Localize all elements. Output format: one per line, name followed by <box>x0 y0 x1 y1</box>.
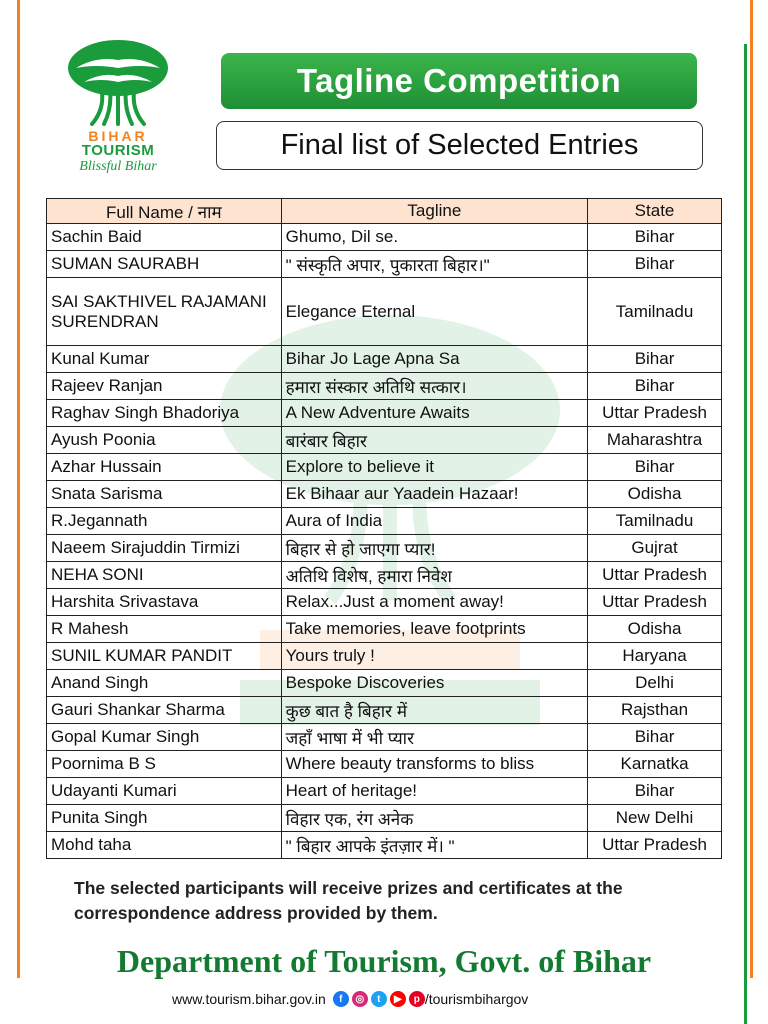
cell-state: Haryana <box>588 643 722 670</box>
cell-tagline: Heart of heritage! <box>281 778 587 805</box>
cell-name: Ayush Poonia <box>47 427 282 454</box>
table-row <box>47 724 722 751</box>
cell-state: Tamilnadu <box>588 278 722 346</box>
cell-name: Raghav Singh Bhadoriya <box>47 400 282 427</box>
table-row <box>47 427 722 454</box>
cell-name: Kunal Kumar <box>47 346 282 373</box>
table-row <box>47 400 722 427</box>
table-row <box>47 224 722 251</box>
cell-name: Punita Singh <box>47 805 282 832</box>
cell-name: SUNIL KUMAR PANDIT <box>47 643 282 670</box>
cell-state: Delhi <box>588 670 722 697</box>
bihar-tourism-logo <box>58 38 178 188</box>
cell-name: R Mahesh <box>47 616 282 643</box>
cell-tagline: बारंबार बिहार <box>281 427 587 454</box>
prize-note: The selected participants will receive prizes and certificates at the correspondence address provided by them. <box>74 878 623 923</box>
column-header-tagline: Tagline <box>281 199 587 224</box>
cell-state: New Delhi <box>588 805 722 832</box>
table-row <box>47 616 722 643</box>
cell-tagline: Relax...Just a moment away! <box>281 589 587 616</box>
table-row <box>47 751 722 778</box>
cell-state: Uttar Pradesh <box>588 832 722 859</box>
table-row <box>47 454 722 481</box>
cell-state: Maharashtra <box>588 427 722 454</box>
right-accent-line-orange <box>750 0 753 978</box>
cell-state: Bihar <box>588 778 722 805</box>
column-header-state: State <box>588 199 722 224</box>
cell-tagline: बिहार से हो जाएगा प्यार! <box>281 535 587 562</box>
cell-name: Naeem Sirajuddin Tirmizi <box>47 535 282 562</box>
table-row <box>47 278 722 346</box>
left-accent-line <box>17 0 20 978</box>
cell-state: Tamilnadu <box>588 508 722 535</box>
cell-name: Gauri Shankar Sharma <box>47 697 282 724</box>
table-row <box>47 643 722 670</box>
cell-tagline: Bihar Jo Lage Apna Sa <box>281 346 587 373</box>
cell-state: Bihar <box>588 724 722 751</box>
cell-state: Uttar Pradesh <box>588 589 722 616</box>
cell-state: Gujrat <box>588 535 722 562</box>
cell-name: Sachin Baid <box>47 224 282 251</box>
cell-name: Udayanti Kumari <box>47 778 282 805</box>
logo-text-bihar: BIHAR <box>88 128 148 144</box>
cell-state: Bihar <box>588 251 722 278</box>
cell-name: Harshita Srivastava <box>47 589 282 616</box>
cell-name: SUMAN SAURABH <box>47 251 282 278</box>
table-row <box>47 535 722 562</box>
table-row <box>47 778 722 805</box>
table-row <box>47 508 722 535</box>
table-row <box>47 832 722 859</box>
cell-name: Snata Sarisma <box>47 481 282 508</box>
social-icons <box>330 991 425 1007</box>
cell-name: Anand Singh <box>47 670 282 697</box>
cell-tagline: Where beauty transforms to bliss <box>281 751 587 778</box>
cell-name: Rajeev Ranjan <box>47 373 282 400</box>
cell-state: Odisha <box>588 616 722 643</box>
cell-tagline: कुछ बात है बिहार में <box>281 697 587 724</box>
table-row <box>47 562 722 589</box>
cell-state: Bihar <box>588 224 722 251</box>
table-row <box>47 670 722 697</box>
logo-text-tourism: TOURISM <box>81 142 155 159</box>
table-row <box>47 373 722 400</box>
column-header-name: Full Name / नाम <box>47 199 282 224</box>
youtube-icon[interactable]: ▶ <box>390 991 406 1007</box>
social-handle[interactable]: /tourismbihargov <box>424 991 529 1007</box>
cell-name: Azhar Hussain <box>47 454 282 481</box>
page-subtitle: Final list of Selected Entries <box>216 121 703 170</box>
cell-tagline: Take memories, leave footprints <box>281 616 587 643</box>
cell-name: Poornima B S <box>47 751 282 778</box>
cell-tagline: Elegance Eternal <box>281 278 587 346</box>
twitter-icon[interactable]: t <box>371 991 387 1007</box>
cell-name: Mohd taha <box>47 832 282 859</box>
table-row <box>47 346 722 373</box>
cell-tagline: Ghumo, Dil se. <box>281 224 587 251</box>
cell-name: R.Jegannath <box>47 508 282 535</box>
page-title: Tagline Competition <box>221 53 697 109</box>
website-link[interactable]: www.tourism.bihar.gov.in <box>172 991 326 1007</box>
cell-state: Rajsthan <box>588 697 722 724</box>
cell-tagline: विहार एक, रंग अनेक <box>281 805 587 832</box>
cell-tagline: Yours truly ! <box>281 643 587 670</box>
pinterest-icon[interactable]: p <box>409 991 425 1007</box>
cell-tagline: A New Adventure Awaits <box>281 400 587 427</box>
cell-state: Odisha <box>588 481 722 508</box>
selected-entries-table <box>46 198 722 859</box>
table-row <box>47 805 722 832</box>
cell-tagline: " बिहार आपके इंतज़ार में। " <box>281 832 587 859</box>
cell-name: NEHA SONI <box>47 562 282 589</box>
cell-state: Bihar <box>588 454 722 481</box>
cell-tagline: " संस्कृति अपार, पुकारता बिहार।" <box>281 251 587 278</box>
cell-tagline: हमारा संस्कार अतिथि सत्कार। <box>281 373 587 400</box>
cell-state: Bihar <box>588 346 722 373</box>
cell-state: Karnatka <box>588 751 722 778</box>
footer-contact <box>172 989 528 1009</box>
right-accent-line-green <box>744 44 747 1024</box>
cell-state: Bihar <box>588 373 722 400</box>
tree-icon <box>66 38 170 126</box>
department-name: Department of Tourism, Govt. of Bihar <box>116 943 652 979</box>
cell-tagline: Explore to believe it <box>281 454 587 481</box>
instagram-icon[interactable]: ◎ <box>352 991 368 1007</box>
cell-name: SAI SAKTHIVEL RAJAMANI SURENDRAN <box>47 278 282 346</box>
cell-tagline: Ek Bihaar aur Yaadein Hazaar! <box>281 481 587 508</box>
cell-tagline: Aura of India <box>281 508 587 535</box>
table-row <box>47 481 722 508</box>
cell-state: Uttar Pradesh <box>588 400 722 427</box>
facebook-icon[interactable]: f <box>333 991 349 1007</box>
cell-state: Uttar Pradesh <box>588 562 722 589</box>
cell-name: Gopal Kumar Singh <box>47 724 282 751</box>
cell-tagline: Bespoke Discoveries <box>281 670 587 697</box>
logo-tagline: Blissful Bihar <box>79 159 157 174</box>
table-header-row <box>47 199 722 224</box>
cell-tagline: अतिथि विशेष, हमारा निवेश <box>281 562 587 589</box>
table-row <box>47 697 722 724</box>
table-row <box>47 589 722 616</box>
cell-tagline: जहाँ भाषा में भी प्यार <box>281 724 587 751</box>
table-row <box>47 251 722 278</box>
